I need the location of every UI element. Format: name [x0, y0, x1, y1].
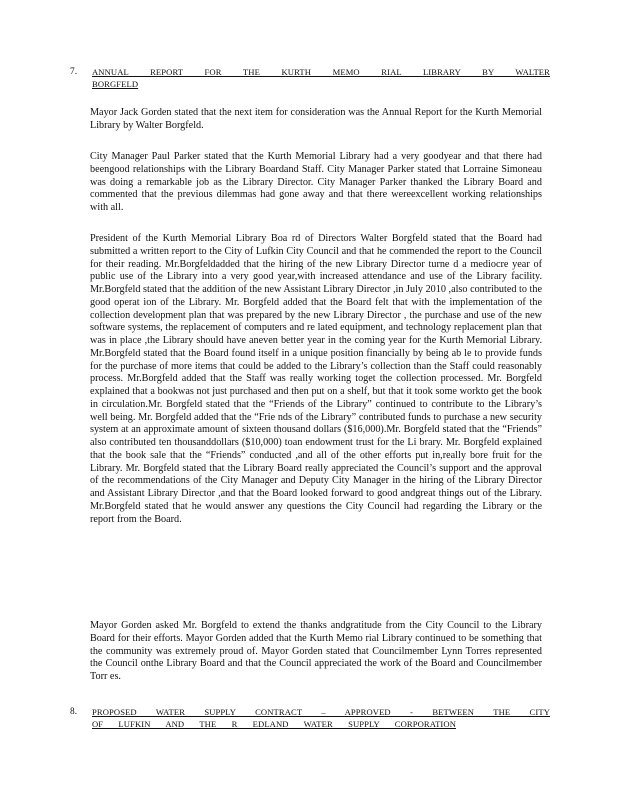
paragraph-2: City Manager Paul Parker stated that the Kurth Memorial Library had a very goodyear and that there had beengood relationships with the Library Boardand Staff. City Manager Parker stated that Lorraine Simoneau was doing a remarkable job as the Library Director. City Manager Parker thanked the Library Board and commented that the previous dilemmas had gone away and that there wereexcellent working relationships with all. — [90, 151, 542, 213]
item-heading-line2: BORGFELD — [92, 78, 139, 89]
agenda-item-7 — [72, 67, 550, 90]
paragraph-1: Mayor Jack Gorden stated that the next item for consideration was the Annual Report for the Kurth Memorial Library by Walter Borgfeld. — [90, 107, 542, 131]
paragraph-3: President of the Kurth Memorial Library Boa rd of Directors Walter Borgfeld stated that the Board had submitted a written report to the City of Lufkin City Council and that he commended the report to the Council for their reading. Mr.Borgfeldadded that the hiring of the new Library Director turne d a mediocre year of public use of the Library into a very good year,with increased attendance and use of the Library facility. Mr.Borgfeld stated that the addition of the new Assistant Library Director ,in July 2010 ,also contributed to the good operat ion of the Library. Mr. Borgfeld added that the Board felt that with the implementation of the collection development plan that was prepared by the new Library Director , the purchase and use of the new software systems, the replacement of computers and re lated equipment, and technology replacement plan that was in place ,the Library should have aneven better year in the coming year for the Kurth Memorial Library. Mr.Borgfeld stated that the Board found itself in a unique position financially by being ab le to provide funds for the purchase of more items that could be added to the Library’s collection than the Staff could reasonably process. Mr.Borgfeld added that the Staff was really working toget the collection processed. Mr. Borgfeld explained that a bookwas not just purchased and then put on a shelf, but that it took some workto get the book in circulation.Mr. Borgfeld stated that the “Friends of the Library” continued to contribute to the Library’s well being. Mr. Borgfeld added that the “Frie nds of the Library” contributed funds to purchase a new security system at an approximate amount of sixteen thousand dollars ($16,000).Mr. Borgfeld stated that the “Friends” also contributed ten thousanddollars ($10,000) toan endowment trust for the Li brary. Mr. Borgfeld explained that the book sale that the “Friends” conducted ,and all of the other efforts put in,really bore fruit for the Library. Mr. Borgfeld stated that the Library Board really appreciated the Council’s support and the approval of the recommendations of the City Manager and Deputy City Manager in the hiring of the Library Director and Assistant Library Director ,and that the Board looked forward to good andgreat things out of the Library. Mr.Borgfeld stated that he would answer any questions the City Council had regarding the Library or the report from the Board. — [90, 233, 542, 525]
agenda-item-8 — [72, 707, 550, 730]
paragraph-4: Mayor Gorden asked Mr. Borgfeld to extend the thanks andgratitude from the City Council to the Library Board for their efforts. Mayor Gorden added that the Kurth Memo rial Library continued to be something that the community was extremely proud of. Mayor Gorden stated that Councilmember Lynn Torres represented the Council onthe Library Board and that the Council appreciated the work of the Board and Councilmember Torr es. — [90, 620, 542, 682]
item-number: 8. — [70, 707, 78, 717]
item-heading-line1: PROPOSED WATER SUPPLY CONTRACT – APPROVED - BETWEEN THE CITY — [92, 707, 550, 717]
item-number: 7. — [70, 67, 78, 77]
item-heading-line2: OF LUFKIN AND THE R EDLAND WATER SUPPLY CORPORATION — [92, 718, 457, 729]
item-heading-line1: ANNUAL REPORT FOR THE KURTH MEMO RIAL LIBRARY BY WALTER — [92, 67, 550, 77]
